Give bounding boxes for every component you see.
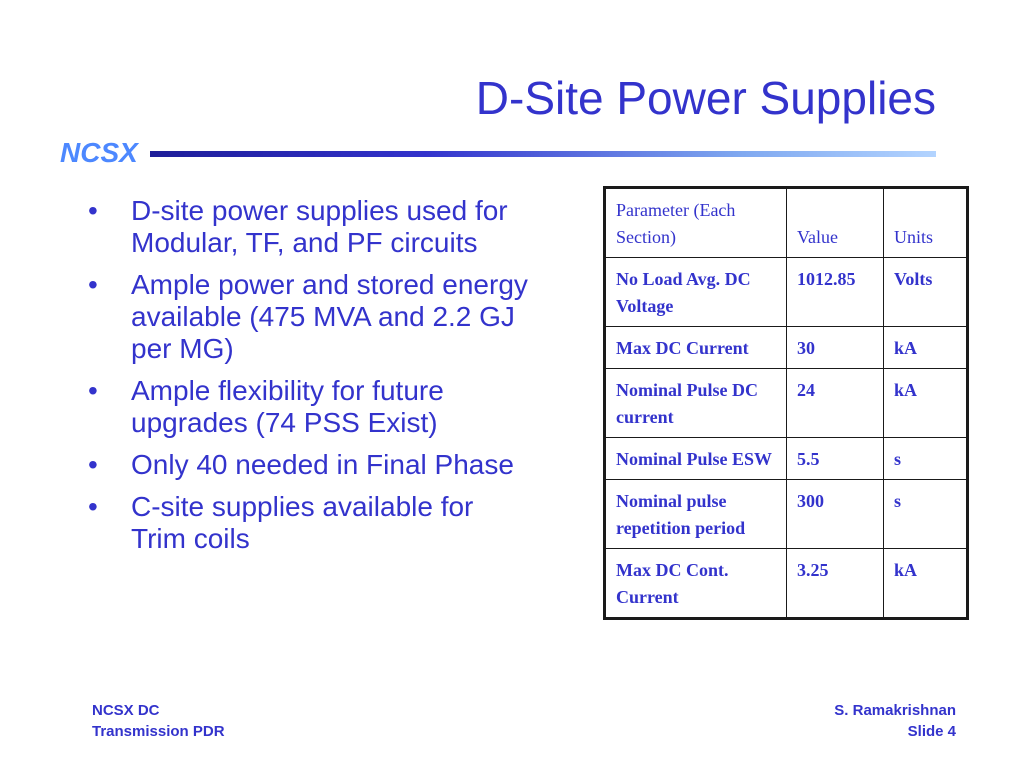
table-row	[605, 549, 968, 619]
bullet-text: Only 40 needed in Final Phase	[131, 449, 514, 480]
cell-parameter: Nominal pulse repetition period	[605, 480, 787, 549]
bullet-item	[88, 449, 528, 481]
table-row	[605, 480, 968, 549]
slide-title: D-Site Power Supplies	[475, 72, 936, 124]
footer-right	[834, 700, 956, 742]
table-row	[605, 327, 968, 369]
bullet-icon: •	[88, 491, 98, 522]
cell-parameter: Nominal Pulse DC current	[605, 369, 787, 438]
bullet-text: D-site power supplies used for Modular, TF, and PF circuits	[131, 195, 508, 258]
cell-parameter: No Load Avg. DC Voltage	[605, 258, 787, 327]
bullet-icon: •	[88, 375, 98, 406]
table-row	[605, 369, 968, 438]
bullet-text: C-site supplies available for Trim coils	[131, 491, 474, 554]
cell-parameter: Nominal Pulse ESW	[605, 438, 787, 480]
cell-value: 3.25	[787, 549, 884, 619]
bullet-icon: •	[88, 269, 98, 300]
footer-left	[92, 700, 225, 742]
footer-slide-number: Slide 4	[907, 723, 956, 740]
cell-value: 300	[787, 480, 884, 549]
bullet-item	[88, 269, 528, 365]
footer-author: S. Ramakrishnan	[834, 702, 956, 719]
cell-value: 1012.85	[787, 258, 884, 327]
cell-units: kA	[884, 327, 968, 369]
header-units: Units	[884, 188, 968, 258]
cell-parameter: Max DC Cont. Current	[605, 549, 787, 619]
cell-units: kA	[884, 549, 968, 619]
cell-units: s	[884, 480, 968, 549]
bullet-icon: •	[88, 195, 98, 226]
cell-parameter: Max DC Current	[605, 327, 787, 369]
header-value: Value	[787, 188, 884, 258]
cell-units: kA	[884, 369, 968, 438]
power-supply-parameters-table	[603, 186, 969, 620]
footer-project: NCSX DC	[92, 702, 160, 719]
cell-units: Volts	[884, 258, 968, 327]
bullet-item	[88, 375, 528, 439]
bullet-text: Ample flexibility for future upgrades (74 PSS Exist)	[131, 375, 444, 438]
header-parameter: Parameter (Each Section)	[605, 188, 787, 258]
cell-value: 30	[787, 327, 884, 369]
table-row	[605, 258, 968, 327]
table-row	[605, 438, 968, 480]
cell-units: s	[884, 438, 968, 480]
title-divider-rule	[150, 151, 936, 157]
footer-review: Transmission PDR	[92, 723, 225, 740]
bullet-icon: •	[88, 449, 98, 480]
cell-value: 5.5	[787, 438, 884, 480]
cell-value: 24	[787, 369, 884, 438]
bullet-item	[88, 491, 528, 555]
bullet-text: Ample power and stored energy available (475 MVA and 2.2 GJ per MG)	[131, 269, 528, 364]
ncsx-logo: NCSX	[60, 137, 138, 168]
bullet-list	[88, 195, 528, 565]
bullet-item	[88, 195, 528, 259]
table-header-row	[605, 188, 968, 258]
